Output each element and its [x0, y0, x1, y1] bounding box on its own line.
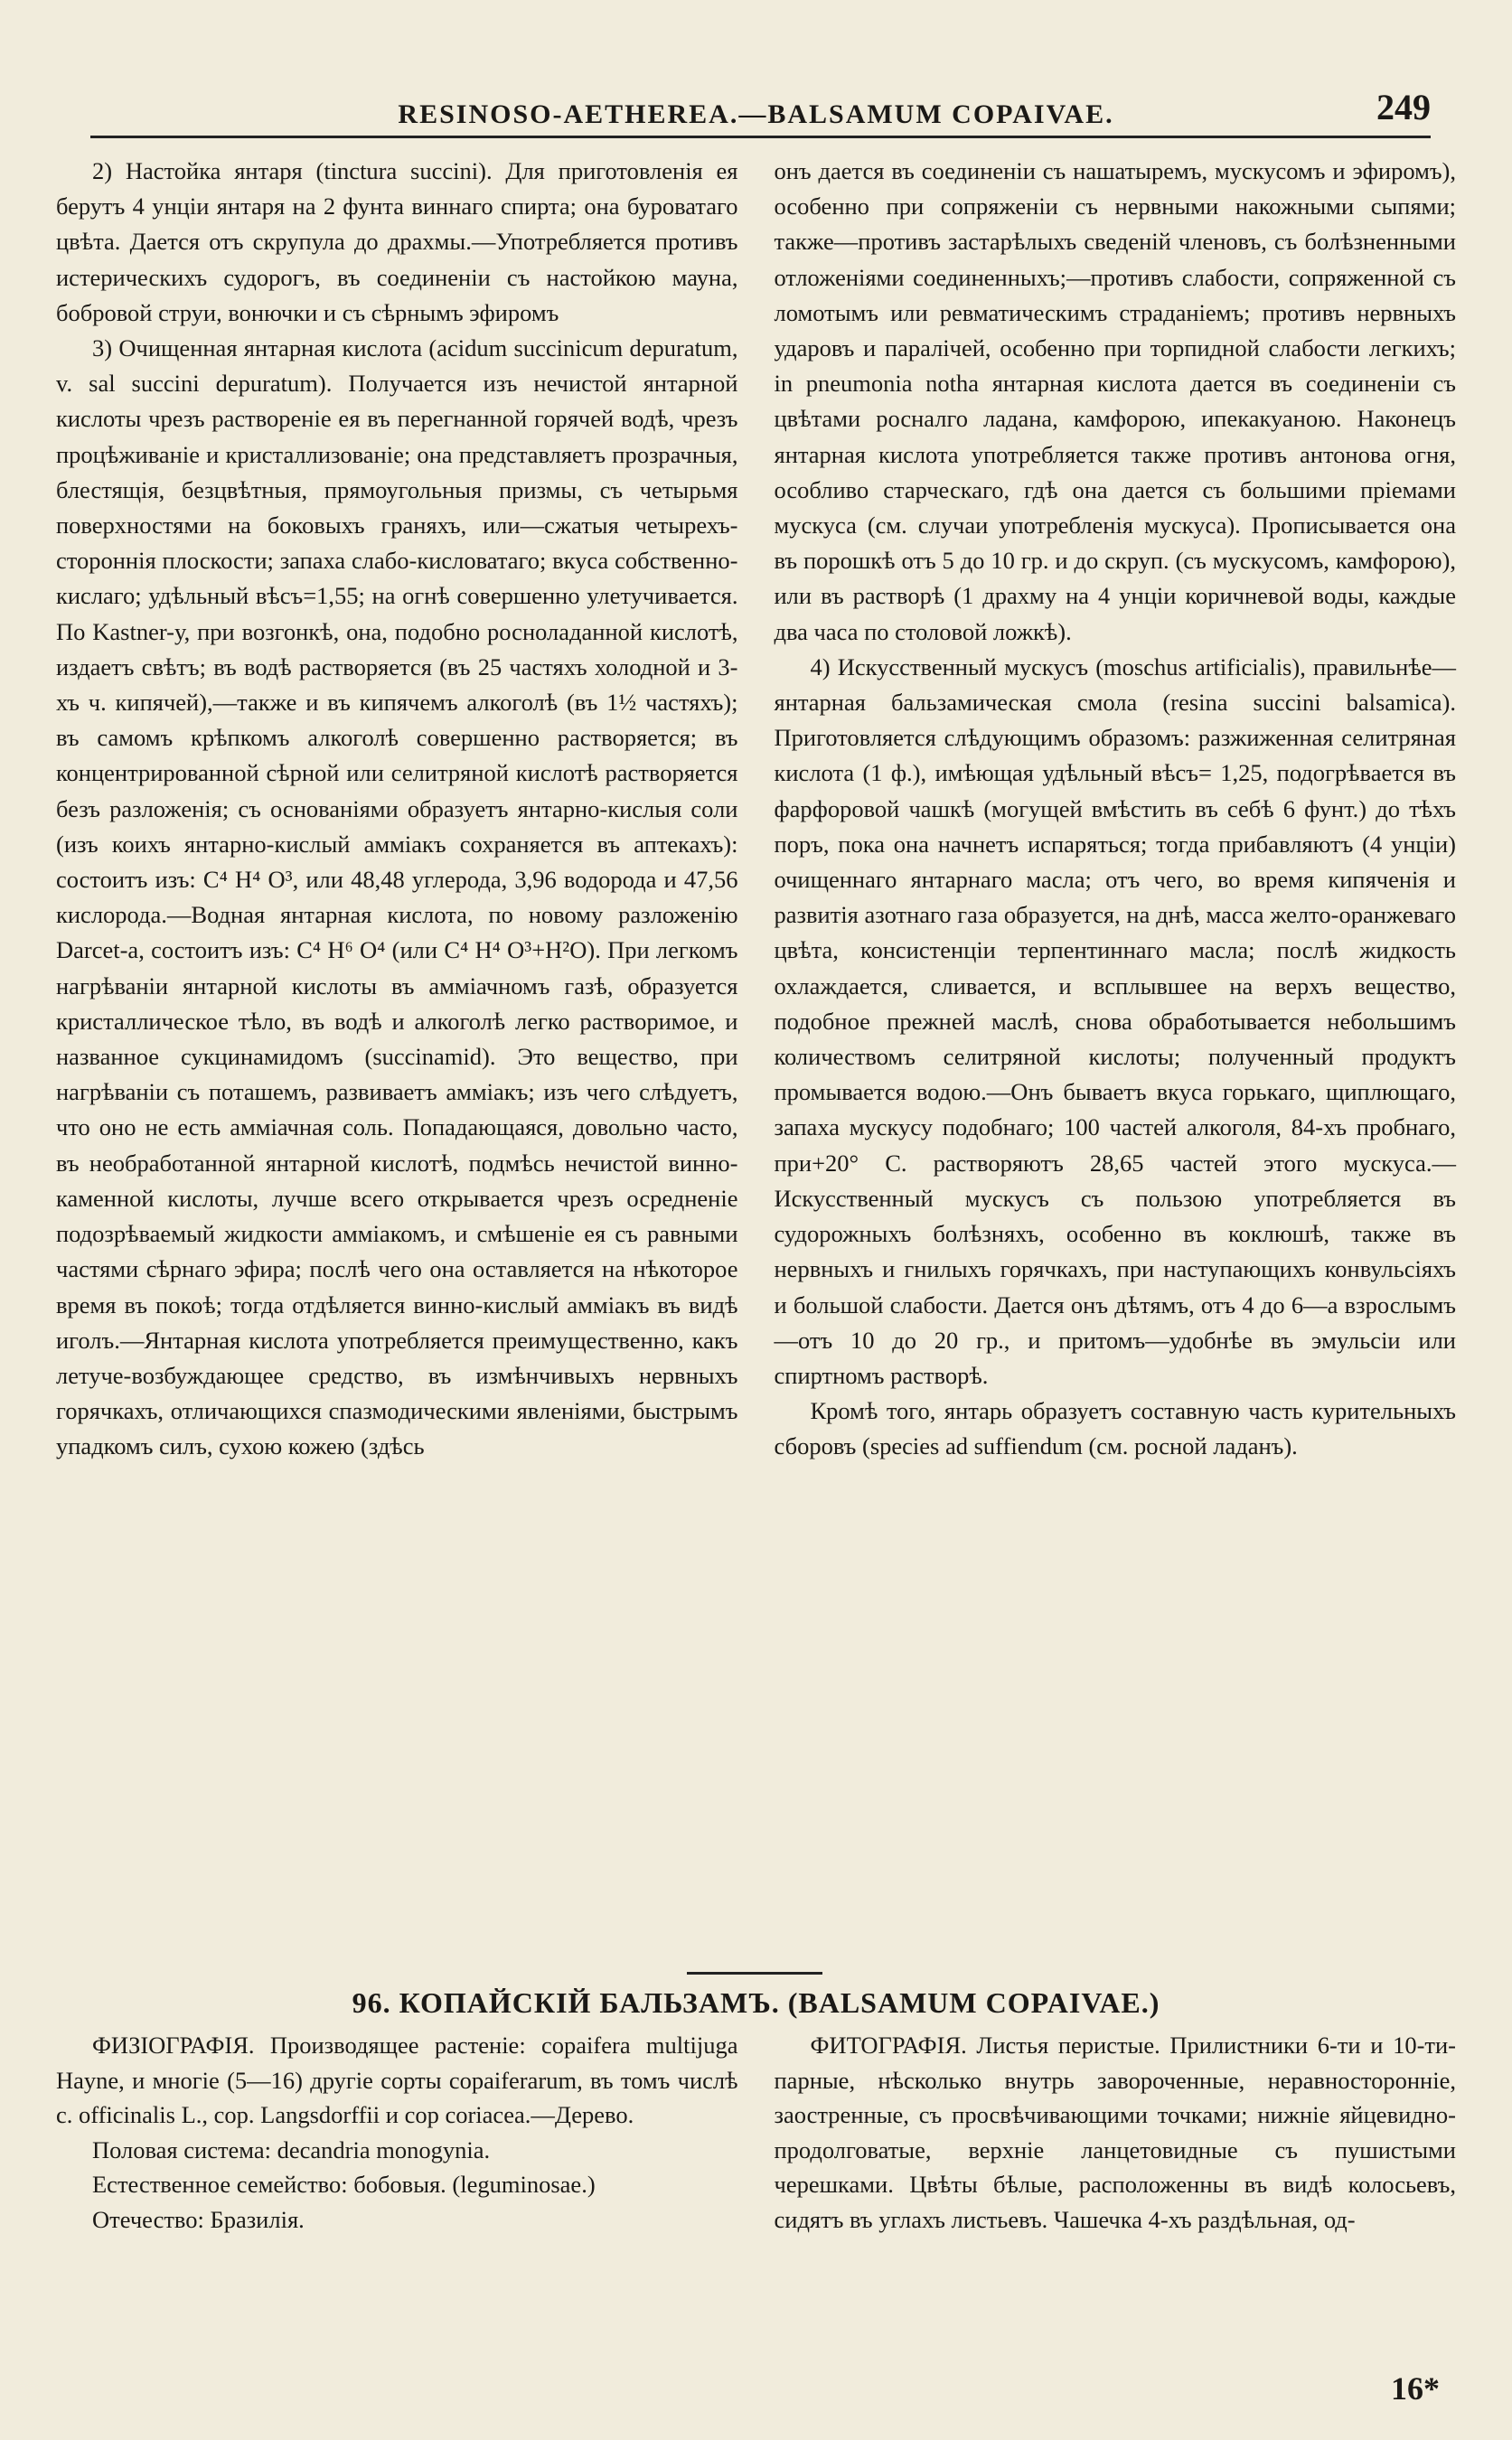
- page-number: 249: [1376, 87, 1431, 127]
- paragraph: Естественное семейство: бобовыя. (leguminosae.): [92, 2171, 596, 2198]
- two-column-body: [56, 154, 1456, 1465]
- paragraph: ФИЗІОГРАФІЯ. Производящее растеніе: copaifera multijuga Hayne, и многіе (5—16) другіе сорты copaiferarum, въ томъ числѣ c. officinalis L., cop. Langsdorffii и cop coriacea.—Дерево.: [56, 2032, 738, 2128]
- section-left-column: [56, 2028, 738, 2237]
- right-column: [775, 154, 1457, 1465]
- paragraph: Отечество: Бразилія.: [92, 2205, 305, 2233]
- section-divider: [687, 1972, 822, 1975]
- header-title: RESINOSO-AETHEREA.—BALSAMUM COPAIVAE.: [398, 99, 1114, 129]
- paragraph: 3) Очищенная янтарная кислота (acidum succinicum depuratum, v. sal succini depuratum). Получается изъ нечистой янтарной кислоты чрезъ раствореніе ея въ перегнанной горячей водѣ, чрезъ процѣживаніе и кристаллизованіе; она представляетъ прозрачныя, блестящія, безцвѣтныя, прямоугольныя призмы, съ четырьмя поверхностями на боковыхъ граняхъ, или—сжатыя четырехъ-стороннія плоскости; запаха слабо-кисловатаго; вкуса собственно-кислаго; удѣльный вѣсъ=1,55; на огнѣ совершенно улетучивается. По Kastner-у, при возгонкѣ, она, подобно росноладанной кислотѣ, издаетъ свѣтъ; въ водѣ растворяется (въ 25 частяхъ холодной и 3-хъ ч. кипячей),—также и въ кипячемъ алкоголѣ (въ 1½ частяхъ); въ самомъ крѣпкомъ алкоголѣ совершенно растворяется; въ концентрированной сѣрной или селитряной кислотѣ растворяется безъ разложенія; съ основаніями образуетъ янтарно-кислыя соли (изъ коихъ янтарно-кислый амміакъ сохраняется въ аптекахъ): состоитъ изъ: C⁴ H⁴ O³, или 48,48 углерода, 3,96 водорода и 47,56 кислорода.—Водная янтарная кислота, по новому разложенію Darcet-a, состоитъ изъ: C⁴ H⁶ O⁴ (или C⁴ H⁴ O³+H²O). При легкомъ нагрѣваніи янтарной кислоты въ амміачномъ газѣ, образуется кристаллическое тѣло, въ водѣ и алкоголѣ легко растворимое, и названное сукцинамидомъ (succinamid). Это вещество, при нагрѣваніи съ поташемъ, развиваетъ амміакъ; изъ чего слѣдуетъ, что оно не есть амміачная соль. Попадающаяся, довольно часто, въ необработанной янтарной кислотѣ, подмѣсь нечистой винно-каменной кислоты, лучше всего открывается чрезъ осредненіе подозрѣваемый жидкости амміакомъ, и смѣшеніе ея съ равными частями сѣрнаго эфира; послѣ чего она оставляется на нѣкоторое время въ покоѣ; тогда отдѣляется винно-кислый амміакъ въ видѣ иголъ.—Янтарная кислота употребляется преимущественно, какъ летуче-возбуждающее средство, въ измѣнчивыхъ нервныхъ горячкахъ, отличающихся спазмодическими явленіями, быстрымъ упадкомъ силъ, сухою кожею (здѣсь: [56, 334, 738, 1460]
- paragraph: Половая система: decandria monogynia.: [92, 2135, 491, 2163]
- left-column: [56, 154, 738, 1465]
- paragraph: ФИТОГРАФІЯ. Листья перистые. Прилистники 6-ти и 10-ти-парные, нѣсколько внутрь завороченные, неравностороннiе, заостренные, съ просвѣчивающими точками; нижніе яйцевидно-продолговатые, верхніе ланцетовидные съ пушистыми черешками. Цвѣты бѣлые, расположенны въ видѣ колосьевъ, сидятъ въ углахъ листьевъ. Чашечка 4-хъ раздѣльная, од-: [774, 2032, 1456, 2233]
- running-header: [56, 87, 1456, 130]
- signature-mark: 16*: [1391, 2370, 1440, 2407]
- paragraph: 4) Искусственный мускусъ (moschus artificialis), правильнѣе—янтарная бальзамическая смола (resina succini balsamica). Приготовляется слѣдующимъ образомъ: разжиженная селитряная кислота (1 ф.), имѣющая удѣльный вѣсъ= 1,25, подогрѣвается въ фарфоровой чашкѣ (могущей вмѣстить въ себѣ 6 фунт.) до тѣхъ поръ, пока она начнетъ испаряться; тогда прибавляютъ (4 унціи) очищеннаго янтарнаго масла; отъ чего, во время кипяченія и развитія азотнаго газа образуется, на днѣ, масса желто-оранжеваго цвѣта, консистенціи терпентиннаго масла; послѣ жидкость охлаждается, сливается, и всплывшее на верхъ вещество, подобное прежней маслѣ, снова обработывается небольшимъ количествомъ селитряной кислоты; полученный продуктъ промывается водою.—Онъ бываетъ вкуса горькаго, щиплющаго, запаха мускусу подобнаго; 100 частей алкоголя, 84-хъ пробнаго, при+20° С. растворяютъ 28,65 частей этого мускуса.—Искусственный мускусъ съ пользою употребляется въ судорожныхъ болѣзняхъ, особенно въ коклюшѣ, также въ нервныхъ и гнилыхъ горячкахъ, при наступающихъ конвульсіяхъ и большой слабости. Дается онъ дѣтямъ, отъ 4 до 6—а взрослымъ—отъ 10 до 20 гр., и притомъ—удобнѣе въ эмульсіи или спиртномъ растворѣ.: [774, 652, 1456, 1389]
- paragraph: онъ дается въ соединеніи съ нашатыремъ, мускусомъ и эфиромъ), особенно при сопряженіи съ нервными накожными сыпями; также—противъ застарѣлыхъ сведеній членовъ, съ болѣзненными отложеніями соединенныхъ;—противъ слабости, сопряженной съ ломотымъ или ревматическимъ страданіемъ; противъ нервныхъ ударовъ и паралічей, особенно при торпидной слабости легкихъ; in pneumonia notha янтарная кислота дается въ соединеніи съ цвѣтами росналго ладана, камфорою, ипекакуаною. Наконецъ янтарная кислота употребляется также противъ антонова огня, особливо старческаго, гдѣ она дается съ большими пріемами мускуса (см. случаи употребленія мускуса). Прописывается она въ порошкѣ отъ 5 до 10 гр. и до скруп. (съ мускусомъ, камфорою), или въ растворѣ (1 драхму на 4 унціи коричневой воды, каждые два часа по столовой ложкѣ).: [774, 157, 1456, 645]
- section-body: [56, 2028, 1456, 2237]
- section-right-column: [775, 2028, 1457, 2237]
- header-rule: [90, 136, 1431, 138]
- section-heading: 96. КОПАЙСКІЙ БАЛЬЗАМЪ. (BALSAMUM COPAIVAE.): [352, 1986, 1160, 2019]
- paragraph: Кромѣ того, янтарь образуетъ составную часть курительныхъ сборовъ (species ad suffiendum (см. росной ладанъ).: [774, 1397, 1456, 1460]
- paragraph: 2) Настойка янтаря (tinctura succini). Для приготовленія ея берутъ 4 унціи янтаря на 2 фунта виннаго спирта; она буроватаго цвѣта. Дается отъ скрупула до драхмы.—Употребляется противъ истерическихъ судорогъ, въ соединеніи съ настойкою мауна, бобровой струи, вонючки и съ сѣрнымъ эфиромъ: [56, 157, 738, 326]
